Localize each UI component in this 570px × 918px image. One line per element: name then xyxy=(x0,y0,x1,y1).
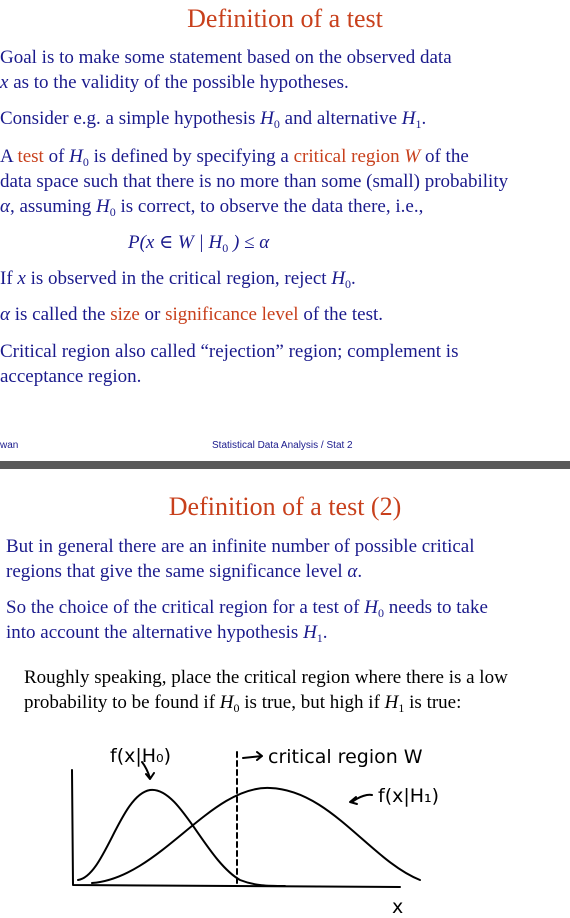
choice-line-2: into account the alternative hypothesis $H_1$. xyxy=(6,622,328,645)
h0-density-curve xyxy=(78,790,285,886)
sketch-label-x: x xyxy=(392,896,404,918)
sketch-label-f-h1: f(x|H₁) xyxy=(378,785,440,807)
slide-definition-of-a-test-2 xyxy=(0,470,570,918)
infinite-regions-line-1: But in general there are an infinite number of possible critical xyxy=(6,536,475,557)
definition-line-3: α, assuming $H_0$ is correct, to observe the data there, i.e., xyxy=(0,196,424,219)
rejection-line-2: acceptance region. xyxy=(0,366,142,387)
h1-density-curve xyxy=(92,788,420,883)
roughly-line-1: Roughly speaking, place the critical region where there is a low xyxy=(24,667,508,688)
choice-line-1: So the choice of the critical region for a test of $H_0$ needs to take xyxy=(6,597,488,620)
goal-line-1: Goal is to make some statement based on the observed data xyxy=(0,47,452,68)
reject-line: If x is observed in the critical region, reject $H_0$. xyxy=(0,268,356,291)
slide-title: Definition of a test (2) xyxy=(168,492,402,521)
goal-line-2: x as to the validity of the possible hypotheses. xyxy=(0,72,349,93)
slide-title: Definition of a test xyxy=(187,4,383,33)
definition-line-2: data space such that there is no more than some (small) probability xyxy=(0,171,509,192)
h1-pointer-arrow xyxy=(350,795,372,804)
slide-separator xyxy=(0,461,570,469)
definition-line-1: A test of $H_0$ is defined by specifying a critical region W of the xyxy=(0,146,469,169)
infinite-regions-line-2: regions that give the same significance level α. xyxy=(6,561,363,582)
footer-course: Statistical Data Analysis / Stat 2 xyxy=(212,440,353,451)
significance-line: α is called the size or significance level of the test. xyxy=(0,304,384,325)
size-formula: P(x ∈ W | $H_0$ ) ≤ α xyxy=(128,232,270,255)
rejection-line-1: Critical region also called “rejection” region; complement is xyxy=(0,341,459,362)
critical-region-sketch xyxy=(0,740,570,918)
sketch-label-critical-region: critical region W xyxy=(268,746,423,768)
critical-region-arrow xyxy=(243,752,262,760)
consider-line: Consider e.g. a simple hypothesis $H_0$ and alternative $H_1$. xyxy=(0,108,427,131)
roughly-line-2: probability to be found if $H_0$ is true, but high if $H_1$ is true: xyxy=(24,692,462,715)
sketch-label-f-h0: f(x|H₀) xyxy=(110,745,172,767)
footer-author: wan xyxy=(0,440,19,451)
